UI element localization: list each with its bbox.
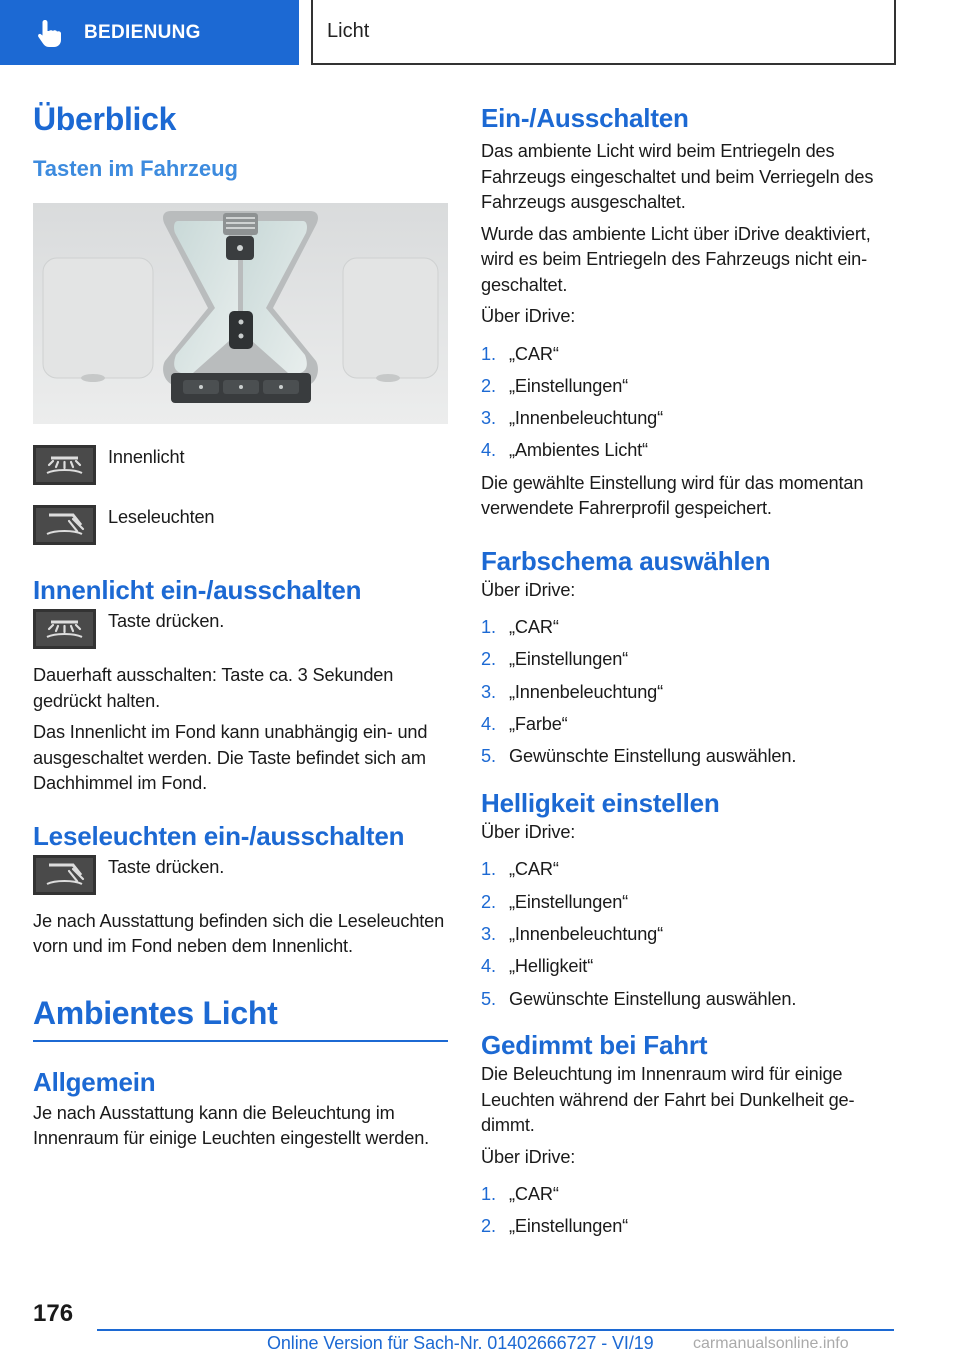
dimmed-text: Die Beleuchtung im Innenraum wird für einige Leuchten während der Fahrt bei Dunkelheit gedimmt.: [481, 1064, 855, 1136]
list-item: 4. „Ambientes Licht“: [481, 440, 648, 461]
interior-light-instruction: [33, 609, 448, 649]
reading-light-instruction: [33, 855, 448, 895]
section-tab: [0, 0, 299, 65]
ambient-light-heading: Ambientes Licht: [33, 994, 278, 1031]
dimmed-steps: [481, 1182, 897, 1240]
interior-light-heading: Innenlicht ein-/ausschalten: [33, 575, 362, 605]
onoff-steps: [481, 342, 897, 464]
list-item: 5. Gewünschte Einstellung auswählen.: [481, 988, 797, 1009]
brightness-heading: Helligkeit einstellen: [481, 787, 720, 818]
page-number: 176: [33, 1300, 74, 1327]
list-item: 1. „CAR“: [481, 859, 559, 880]
reading-light-text: Je nach Ausstattung befinden sich die Leseleuchten vorn und im Fond neben dem Innenlicht.: [33, 910, 445, 956]
list-item: 1. „CAR“: [481, 343, 559, 364]
section-label: BEDIENUNG: [84, 21, 201, 43]
buttons-heading: Tasten im Fahrzeug: [33, 156, 238, 181]
watermark: carmanualsonline.info: [693, 1335, 849, 1352]
dimmed-heading: Gedimmt bei Fahrt: [481, 1030, 708, 1061]
legend-label: Innenlicht: [108, 447, 185, 467]
brightness-steps: [481, 857, 897, 1012]
brightness-text: Über iDrive:: [481, 821, 576, 842]
interior-light-action: Taste drücken.: [108, 611, 225, 631]
overview-heading: Überblick: [33, 101, 177, 137]
list-item: 4. „Farbe“: [481, 714, 568, 735]
list-item: 2. „Einstellungen“: [481, 649, 629, 670]
reading-light-heading: Leseleuchten ein-/ausschalten: [33, 820, 405, 851]
list-item: 5. Gewünschte Einstellung auswählen.: [481, 746, 797, 767]
list-item: 4. „Helligkeit“: [481, 956, 594, 977]
right-column: [481, 100, 897, 1247]
chapter-tab: [311, 0, 896, 65]
legend-row: [33, 505, 448, 545]
onoff-text: Die gewählte Einstellung wird für das momentan verwendete Fahrerprofil gespeichert.: [481, 472, 864, 519]
list-item: 3. „Innenbeleuchtung“: [481, 923, 664, 944]
interior-light-text: Dauerhaft ausschalten: Taste ca. 3 Sekunden gedrückt halten.: [33, 665, 394, 711]
list-item: 1. „CAR“: [481, 1184, 559, 1205]
left-column: [33, 100, 448, 1152]
interior-light-icon: [33, 609, 96, 649]
list-item: 2. „Einstellungen“: [481, 375, 629, 396]
hand-pointer-icon: [36, 18, 64, 48]
roof-console-photo: [33, 203, 448, 424]
list-item: 1. „CAR“: [481, 617, 559, 638]
dimmed-text: Über iDrive:: [481, 1146, 576, 1167]
legend-row: [33, 445, 448, 485]
interior-light-text: Das Innenlicht im Fond kann unabhängig ein- und ausgeschaltet werden. Die Taste befindet sich am Dachhimmel im Fond.: [33, 722, 428, 793]
onoff-text: Über iDrive:: [481, 306, 576, 326]
general-text: Je nach Ausstattung kann die Beleuchtung im Innenraum für einige Leuchten eingestellt werden.: [33, 1102, 430, 1148]
list-item: 2. „Einstellungen“: [481, 891, 629, 912]
reading-light-icon: [33, 855, 96, 895]
list-item: 3. „Innenbeleuchtung“: [481, 681, 664, 702]
interior-light-icon: [33, 445, 96, 485]
general-heading: Allgemein: [33, 1066, 156, 1097]
color-scheme-heading: Farbschema auswählen: [481, 545, 771, 576]
onoff-text: Wurde das ambiente Licht über iDrive deaktiviert, wird es beim Entriegeln des Fahrzeugs nicht eingeschaltet.: [481, 223, 871, 295]
footer-version: Online Version für Sach-Nr. 01402666727 - VI/19: [267, 1333, 654, 1353]
onoff-heading: Ein-/Ausschalten: [481, 103, 689, 133]
list-item: 2. „Einstellungen“: [481, 1216, 629, 1237]
color-scheme-steps: [481, 615, 897, 770]
list-item: 3. „Innenbeleuchtung“: [481, 408, 664, 429]
color-scheme-text: Über iDrive:: [481, 579, 576, 600]
legend-label: Leseleuchten: [108, 507, 215, 527]
reading-light-icon: [33, 505, 96, 545]
reading-light-action: Taste drücken.: [108, 856, 225, 877]
heading-rule: [33, 1040, 448, 1042]
footer-rule: [97, 1329, 894, 1331]
chapter-label: Licht: [327, 20, 370, 42]
onoff-text: Das ambiente Licht wird beim Entriegeln des Fahrzeugs eingeschaltet und beim Verriegeln des Fahrzeugs ausgeschaltet.: [481, 141, 874, 212]
